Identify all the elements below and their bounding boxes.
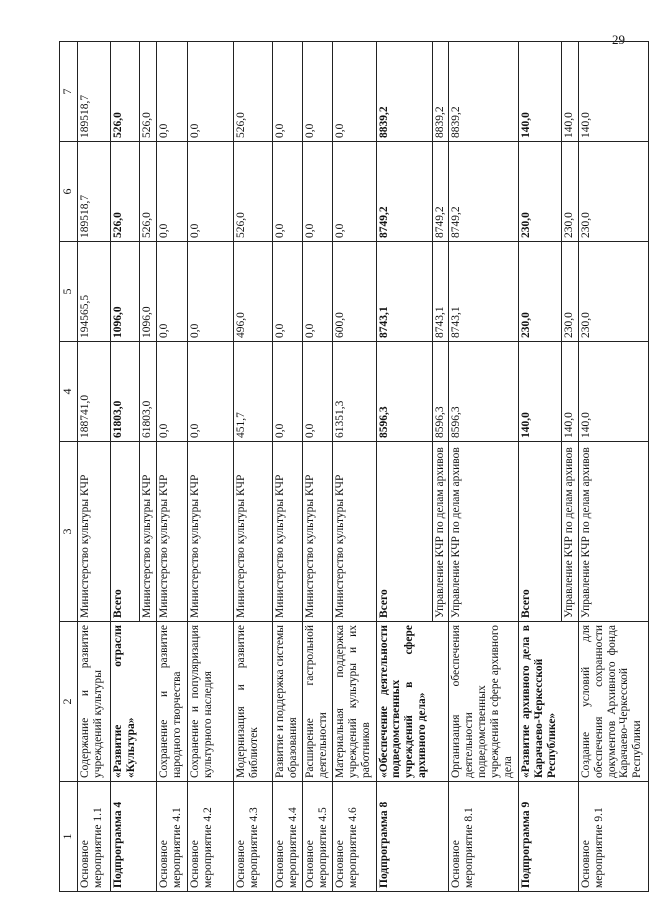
value-cell-year4: 8839,2 (376, 42, 432, 142)
value-cell-year1: 140,0 (578, 342, 648, 442)
value-cell-year2: 8743,1 (376, 242, 432, 342)
table-row (233, 42, 273, 892)
value-cell-year2: 0,0 (303, 242, 333, 342)
value-cell-year2: 0,0 (273, 242, 303, 342)
description-cell: Сохранение и популяризация культурного наследия (188, 622, 234, 782)
value-cell-year2: 230,0 (519, 242, 562, 342)
executor-cell: Министерство культуры КЧР (273, 442, 303, 622)
header-cell: 6 (60, 142, 78, 242)
value-cell-year3: 189518,7 (77, 142, 110, 242)
table-row (562, 42, 579, 892)
program-cell: Основное мероприятие 4.5 (303, 782, 333, 892)
executor-cell: Министерство культуры КЧР (333, 442, 376, 622)
program-cell (432, 782, 449, 892)
value-cell-year2: 230,0 (562, 242, 579, 342)
value-cell-year4: 140,0 (519, 42, 562, 142)
executor-cell: Министерство культуры КЧР (156, 442, 187, 622)
value-cell-year3: 0,0 (333, 142, 376, 242)
header-cell: 4 (60, 342, 78, 442)
description-cell: Содержание и развитие учреждений культуры (77, 622, 110, 782)
value-cell-year3: 526,0 (140, 142, 157, 242)
program-cell: Основное мероприятие 8.1 (449, 782, 519, 892)
value-cell-year3: 8749,2 (432, 142, 449, 242)
value-cell-year3: 0,0 (188, 142, 234, 242)
value-cell-year4: 140,0 (562, 42, 579, 142)
table-row (273, 42, 303, 892)
value-cell-year3: 230,0 (578, 142, 648, 242)
value-cell-year2: 0,0 (188, 242, 234, 342)
value-cell-year2: 600,0 (333, 242, 376, 342)
value-cell-year1: 451,7 (233, 342, 273, 442)
table-row (578, 42, 648, 892)
value-cell-year1: 8596,3 (376, 342, 432, 442)
table-row (110, 42, 139, 892)
value-cell-year3: 8749,2 (376, 142, 432, 242)
program-cell: Подпрограмма 8 (376, 782, 432, 892)
value-cell-year4: 526,0 (110, 42, 139, 142)
program-cell: Основное мероприятие 4.6 (333, 782, 376, 892)
budget-table (59, 41, 649, 892)
executor-cell: Всего (110, 442, 139, 622)
value-cell-year2: 8743,1 (449, 242, 519, 342)
program-cell: Основное мероприятие 4.4 (273, 782, 303, 892)
value-cell-year3: 526,0 (110, 142, 139, 242)
value-cell-year1: 8596,3 (449, 342, 519, 442)
description-cell: Сохранение и развитие народного творчества (156, 622, 187, 782)
value-cell-year2: 1096,0 (110, 242, 139, 342)
header-cell: 1 (60, 782, 78, 892)
value-cell-year3: 8749,2 (449, 142, 519, 242)
description-cell (562, 622, 579, 782)
table-row (303, 42, 333, 892)
table-row (156, 42, 187, 892)
program-cell: Основное мероприятие 1.1 (77, 782, 110, 892)
page-number: 29 (612, 32, 625, 47)
table-row (140, 42, 157, 892)
value-cell-year1: 61803,0 (140, 342, 157, 442)
value-cell-year2: 194565,5 (77, 242, 110, 342)
executor-cell: Министерство культуры КЧР (233, 442, 273, 622)
value-cell-year2: 1096,0 (140, 242, 157, 342)
executor-cell: Министерство культуры КЧР (77, 442, 110, 622)
description-cell: Организация обеспечения деятельности подведомственных учреждений в сфере архивного дела (449, 622, 519, 782)
value-cell-year4: 189518,7 (77, 42, 110, 142)
executor-cell: Управление КЧР по делам архивов (449, 442, 519, 622)
table-row (519, 42, 562, 892)
executor-cell: Всего (376, 442, 432, 622)
table-row (188, 42, 234, 892)
value-cell-year2: 0,0 (156, 242, 187, 342)
executor-cell: Министерство культуры КЧР (188, 442, 234, 622)
value-cell-year1: 0,0 (303, 342, 333, 442)
table-header-row (60, 42, 78, 892)
rotated-page (59, 42, 649, 892)
header-cell: 3 (60, 442, 78, 622)
header-cell: 7 (60, 42, 78, 142)
description-cell: «Развитие отрасли «Культура» (110, 622, 139, 782)
rotated-table-container (59, 42, 649, 892)
table-row (432, 42, 449, 892)
program-cell: Подпрограмма 4 (110, 782, 139, 892)
program-cell (140, 782, 157, 892)
header-cell: 5 (60, 242, 78, 342)
value-cell-year1: 8596,3 (432, 342, 449, 442)
value-cell-year4: 526,0 (233, 42, 273, 142)
value-cell-year4: 8839,2 (432, 42, 449, 142)
value-cell-year1: 140,0 (562, 342, 579, 442)
value-cell-year4: 8839,2 (449, 42, 519, 142)
value-cell-year3: 0,0 (303, 142, 333, 242)
value-cell-year4: 0,0 (273, 42, 303, 142)
description-cell: Материальная поддержка учреждений культуры и их работников (333, 622, 376, 782)
executor-cell: Управление КЧР по делам архивов (562, 442, 579, 622)
description-cell: Модернизация и развитие библиотек (233, 622, 273, 782)
value-cell-year1: 0,0 (273, 342, 303, 442)
table-row (376, 42, 432, 892)
value-cell-year1: 140,0 (519, 342, 562, 442)
executor-cell: Министерство культуры КЧР (303, 442, 333, 622)
value-cell-year4: 0,0 (156, 42, 187, 142)
program-cell: Основное мероприятие 4.2 (188, 782, 234, 892)
description-cell: «Обеспечение деятельности подведомственных учреждений в сфере архивного дела» (376, 622, 432, 782)
value-cell-year1: 188741,0 (77, 342, 110, 442)
description-cell: Развитие и поддержка системы образования (273, 622, 303, 782)
description-cell (432, 622, 449, 782)
program-cell: Основное мероприятие 9.1 (578, 782, 648, 892)
value-cell-year2: 8743,1 (432, 242, 449, 342)
value-cell-year1: 0,0 (156, 342, 187, 442)
description-cell: Создание условий для обеспечения сохранности документов Архивного фонда Карачаево-Черкесской Республики (578, 622, 648, 782)
value-cell-year3: 0,0 (273, 142, 303, 242)
program-cell: Подпрограмма 9 (519, 782, 562, 892)
value-cell-year1: 61803,0 (110, 342, 139, 442)
executor-cell: Всего (519, 442, 562, 622)
program-cell: Основное мероприятие 4.1 (156, 782, 187, 892)
program-cell (562, 782, 579, 892)
value-cell-year4: 0,0 (333, 42, 376, 142)
value-cell-year4: 526,0 (140, 42, 157, 142)
description-cell: «Развитие архивного дела в Карачаево-Черкесской Республике» (519, 622, 562, 782)
value-cell-year1: 0,0 (188, 342, 234, 442)
table-body (60, 42, 649, 892)
value-cell-year2: 230,0 (578, 242, 648, 342)
value-cell-year4: 0,0 (188, 42, 234, 142)
description-cell: Расширение гастрольной деятельности (303, 622, 333, 782)
value-cell-year1: 61351,3 (333, 342, 376, 442)
table-row (449, 42, 519, 892)
table-row (333, 42, 376, 892)
program-cell: Основное мероприятие 4.3 (233, 782, 273, 892)
value-cell-year3: 526,0 (233, 142, 273, 242)
description-cell (140, 622, 157, 782)
value-cell-year2: 496,0 (233, 242, 273, 342)
value-cell-year3: 230,0 (519, 142, 562, 242)
value-cell-year3: 0,0 (156, 142, 187, 242)
header-cell: 2 (60, 622, 78, 782)
value-cell-year4: 0,0 (303, 42, 333, 142)
executor-cell: Управление КЧР по делам архивов (578, 442, 648, 622)
executor-cell: Министерство культуры КЧР (140, 442, 157, 622)
executor-cell: Управление КЧР по делам архивов (432, 442, 449, 622)
value-cell-year3: 230,0 (562, 142, 579, 242)
value-cell-year4: 140,0 (578, 42, 648, 142)
table-row (77, 42, 110, 892)
